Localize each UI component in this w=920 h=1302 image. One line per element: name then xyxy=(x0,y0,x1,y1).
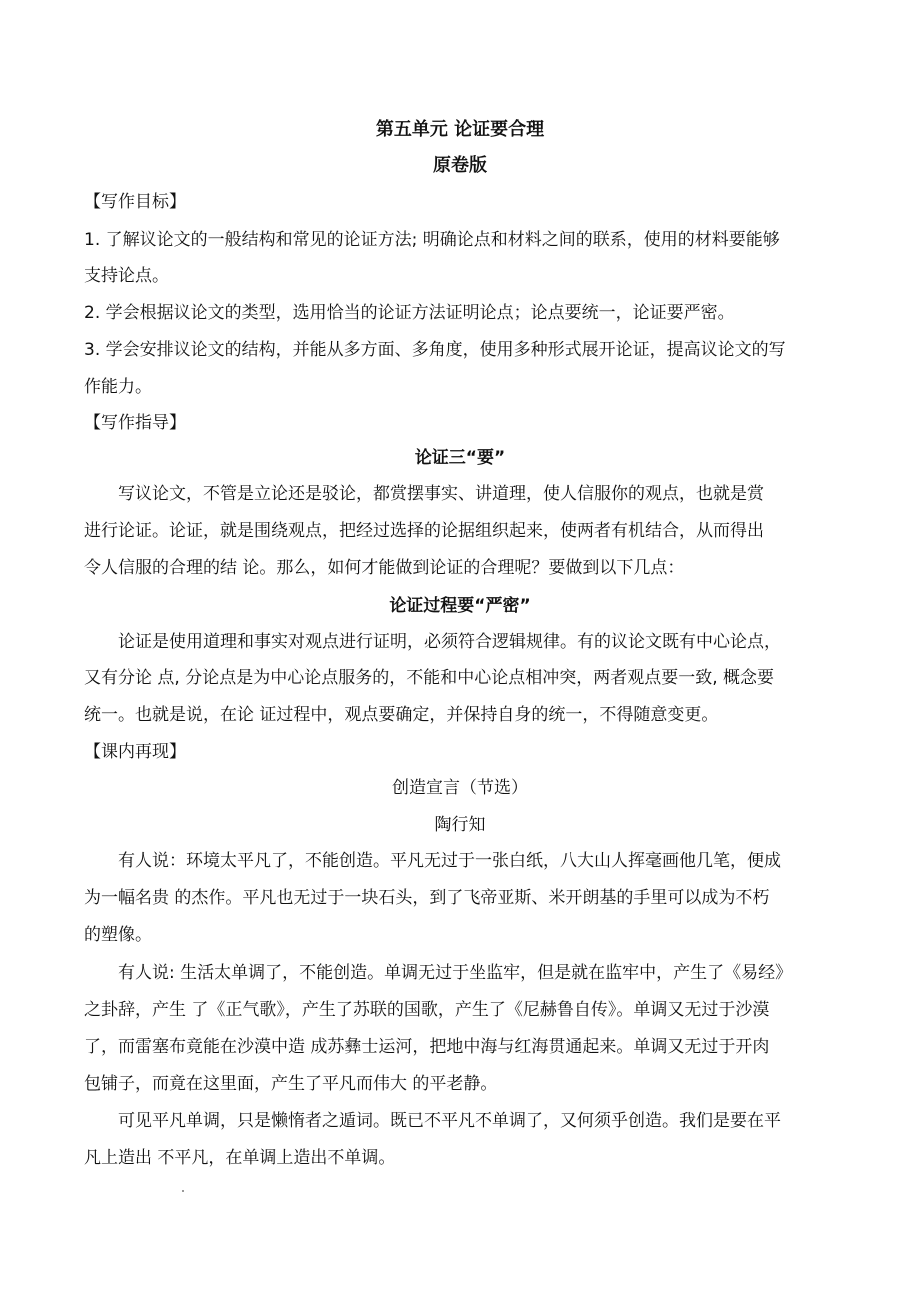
goal-1-line-2: 支持论点。 xyxy=(84,266,169,286)
essay-paragraph-2-line-4: 包铺子，而竟在这里面，产生了平凡而伟大 的平老静。 xyxy=(84,1074,498,1094)
goal-heading: 【写作目标】 xyxy=(84,192,186,212)
goal-1-line-1: 1. 了解议论文的一般结构和常见的论证方法; 明确论点和材料之间的联系，使用的材料要能够 xyxy=(84,230,780,250)
essay-paragraph-2-line-1: 有人说: 生活太单调了，不能创造。单调无过于坐监牢，但是就在监牢中，产生了《易经》 xyxy=(118,963,793,983)
guide-paragraph-1-line-3: 令人信服的合理的结 论。那么，如何才能做到论证的合理呢？要做到以下几点： xyxy=(84,558,685,578)
guide-paragraph-2-line-3: 统一。也就是说，在论 证过程中，观点要确定，并保持自身的统一，不得随意变更。 xyxy=(84,705,719,725)
guide-paragraph-2-line-1: 论证是使用道理和事实对观点进行证明，必须符合逻辑规律。有的议论文既有中心论点， xyxy=(118,632,781,652)
guide-paragraph-1-line-2: 进行论证。论证，就是围绕观点，把经过选择的论据组织起来，使两者有机结合，从而得出 xyxy=(84,521,764,541)
page-subtitle: 原卷版 xyxy=(433,155,487,176)
essay-author: 陶行知 xyxy=(434,815,486,835)
essay-paragraph-2-line-2: 之卦辞，产生 了《正气歌》，产生了苏联的国歌，产生了《尼赫鲁自传》。单调又无过于沙漠 xyxy=(84,1000,770,1020)
essay-paragraph-1-line-1: 有人说：环境太平凡了，不能创造。平凡无过于一张白纸，八大山人挥毫画他几笔，便成 xyxy=(118,851,781,871)
page-title: 第五单元 论证要合理 xyxy=(375,119,545,140)
goal-2: 2. 学会根据议论文的类型，选用恰当的论证方法证明论点；论点要统一，论证要严密。 xyxy=(84,303,735,323)
guide-paragraph-2-line-2: 又有分论 点, 分论点是为中心论点服务的，不能和中心论点相冲突，两者观点要一致, 概念要 xyxy=(84,668,775,688)
page-mark-dot xyxy=(182,1190,184,1192)
guide-paragraph-1-line-1: 写议论文，不管是立论还是驳论，都赏摆事实、讲道理，使人信服你的观点，也就是赏 xyxy=(118,484,764,504)
essay-paragraph-1-line-2: 为一幅名贵 的杰作。平凡也无过于一块石头，到了飞帝亚斯、米开朗基的手里可以成为不朽 xyxy=(84,888,770,908)
essay-paragraph-3-line-2: 凡上造出 不平凡，在单调上造出不单调。 xyxy=(84,1148,396,1168)
goal-3-line-1: 3. 学会安排议论文的结构，并能从多方面、多角度，使用多种形式展开论证，提高议论文的写 xyxy=(84,340,786,360)
class-heading: 【课内再现】 xyxy=(84,742,186,762)
goal-3-line-2: 作能力。 xyxy=(84,377,152,397)
guide-heading: 【写作指导】 xyxy=(84,413,186,433)
guide-subtitle: 论证过程要“严密” xyxy=(389,596,531,616)
essay-paragraph-1-line-3: 的塑像。 xyxy=(84,925,152,945)
essay-paragraph-2-line-3: 了，而雷塞布竟能在沙漠中造 成苏彝士运河，把地中海与红海贯通起来。单调又无过于开肉 xyxy=(84,1037,770,1057)
guide-title: 论证三“要” xyxy=(414,448,506,468)
essay-title: 创造宣言（节选） xyxy=(392,778,528,798)
essay-paragraph-3-line-1: 可见平凡单调，只是懒惰者之遁词。既已不平凡不单调了，又何须乎创造。我们是要在平 xyxy=(118,1111,781,1131)
